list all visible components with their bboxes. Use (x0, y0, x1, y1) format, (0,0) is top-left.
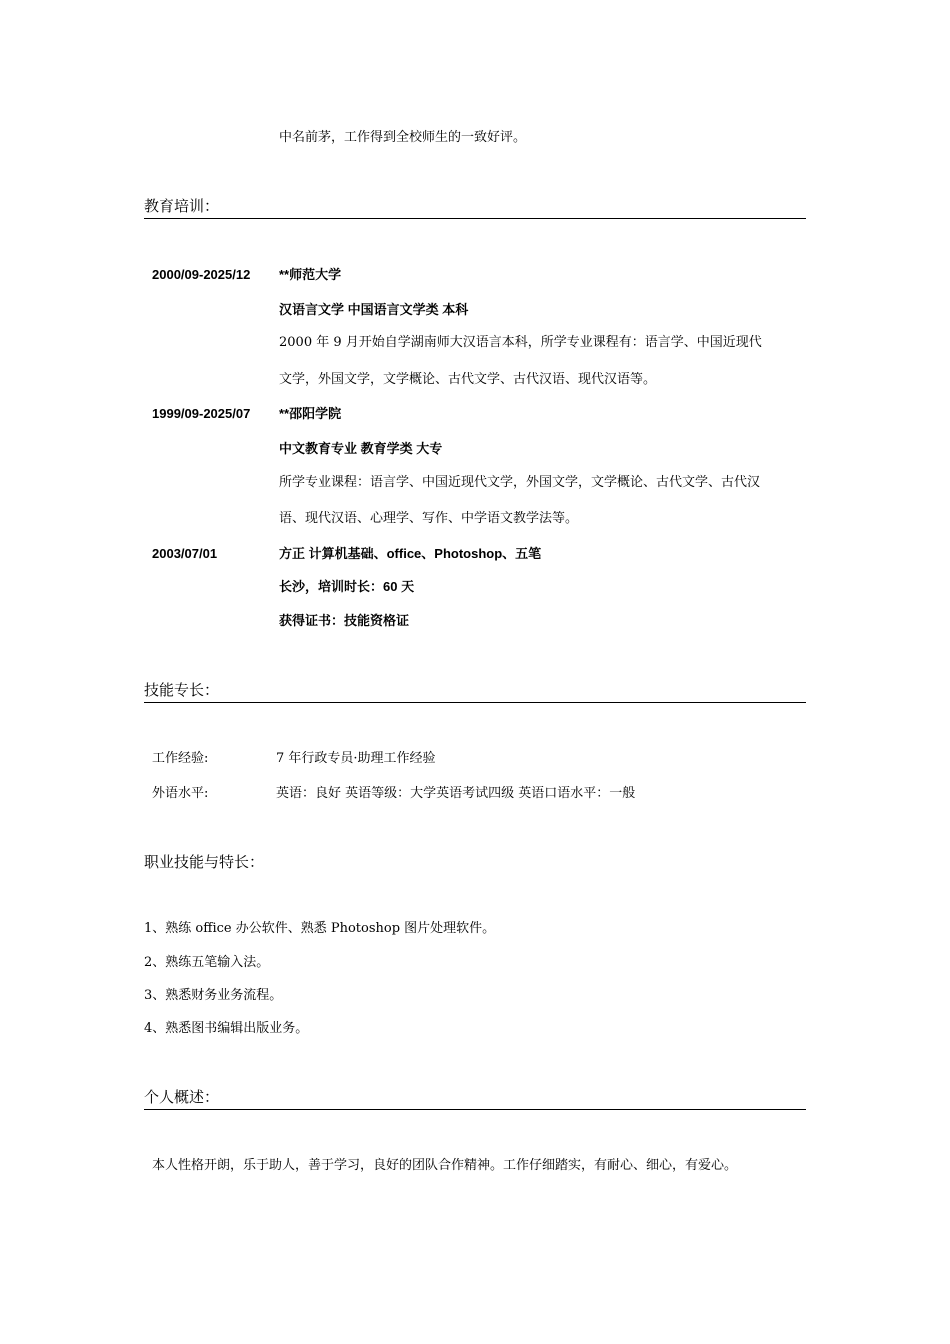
summary-divider (144, 1109, 806, 1110)
education-description: 文学，外国文学，文学概论、古代文学、古代汉语、现代汉语等。 (279, 372, 657, 387)
education-date: 2000/09-2025/12 (152, 267, 251, 282)
education-major: 汉语言文学 中国语言文学类 本科 (279, 302, 469, 317)
training-date: 2003/07/01 (152, 546, 218, 561)
summary-text: 本人性格开朗，乐于助人，善于学习，良好的团队合作精神。工作仔细踏实，有耐心、细心，有爱心。 (152, 1158, 738, 1173)
skills-value: 英语：良好 英语等级：大学英语考试四级 英语口语水平：一般 (276, 786, 636, 801)
skills-value: 7 年行政专员·助理工作经验 (276, 751, 436, 766)
summary-heading: 个人概述： (144, 1088, 220, 1106)
skills-divider (144, 702, 806, 703)
education-description: 所学专业课程：语言学、中国近现代文学，外国文学，文学概论、古代文学、古代汉 (279, 475, 761, 490)
education-description: 语、现代汉语、心理学、写作、中学语文教学法等。 (279, 511, 579, 526)
professional-skill-item: 3、熟悉财务业务流程。 (144, 988, 283, 1003)
education-heading: 教育培训： (144, 197, 220, 215)
skills-heading: 技能专长： (144, 681, 220, 699)
training-certificate: 获得证书：技能资格证 (279, 613, 410, 628)
training-location: 长沙，培训时长：60 天 (279, 579, 415, 594)
professional-skill-item: 1、熟练 office 办公软件、熟悉 Photoshop 图片处理软件。 (144, 921, 496, 936)
education-divider (144, 218, 806, 219)
education-major: 中文教育专业 教育学类 大专 (279, 441, 443, 456)
education-school: **邵阳学院 (279, 406, 342, 421)
professional-skills-heading: 职业技能与特长： (144, 853, 265, 871)
education-description: 2000 年 9 月开始自学湖南师大汉语言本科，所学专业课程有：语言学、中国近现代 (279, 335, 762, 350)
training-title: 方正 计算机基础、office、Photoshop、五笔 (279, 546, 542, 561)
education-date: 1999/09-2025/07 (152, 406, 251, 421)
skills-label: 工作经验: (152, 751, 209, 766)
professional-skill-item: 2、熟练五笔输入法。 (144, 955, 270, 970)
professional-skill-item: 4、熟悉图书编辑出版业务。 (144, 1021, 309, 1036)
top-continuation-text: 中名前茅，工作得到全校师生的一致好评。 (279, 130, 527, 145)
education-school: **师范大学 (279, 267, 342, 282)
skills-label: 外语水平: (152, 786, 209, 801)
